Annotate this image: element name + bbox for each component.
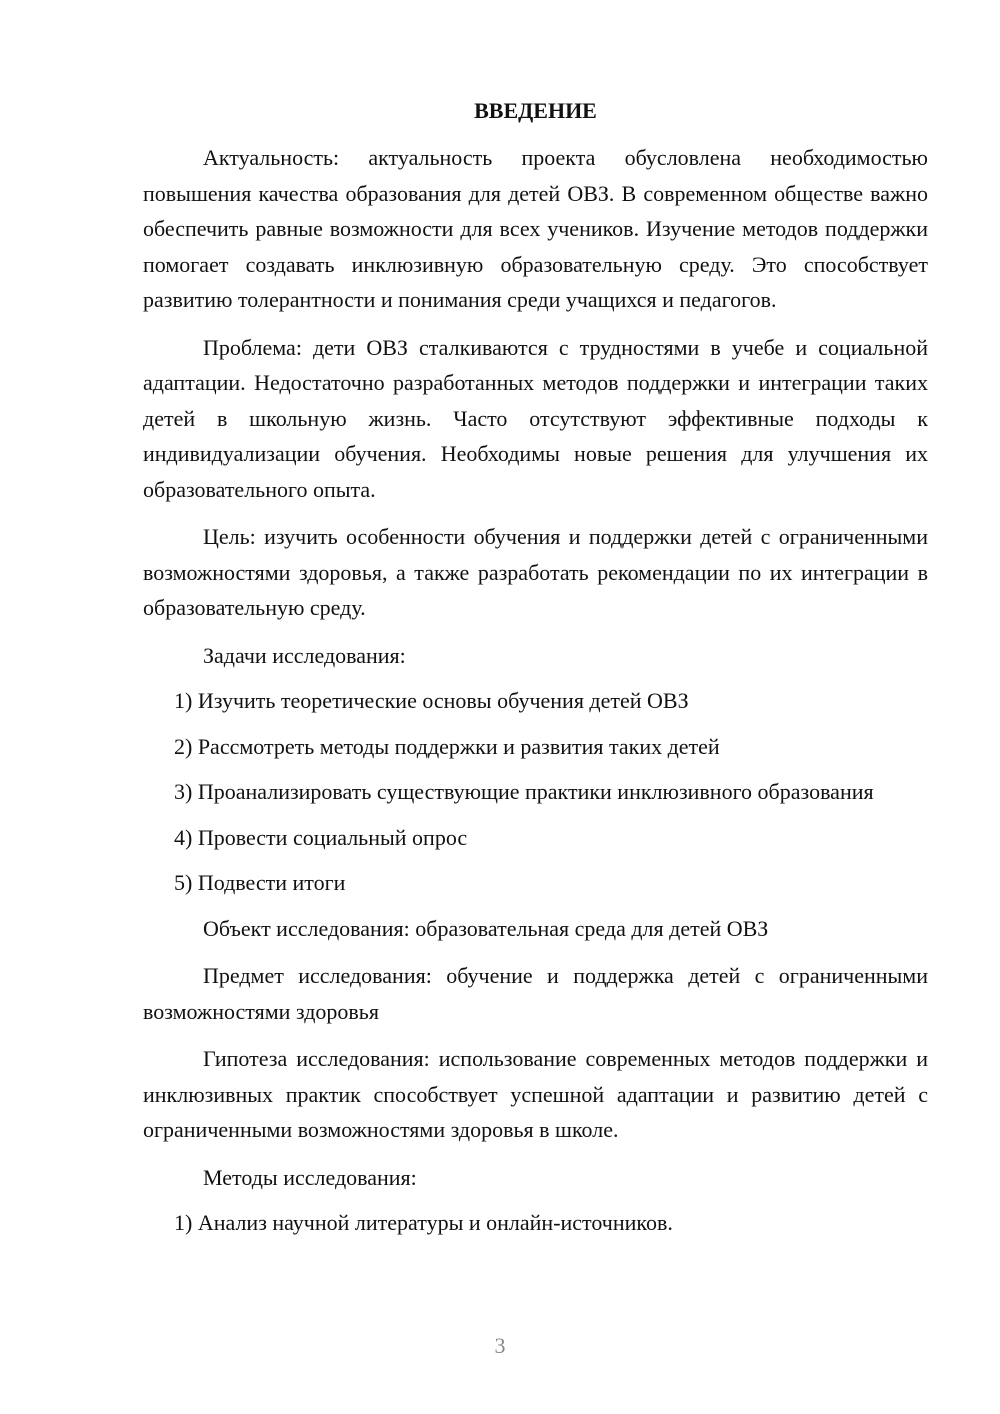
relevance-paragraph: Актуальность: актуальность проекта обусловлена необходимостью повышения качества образования для детей ОВЗ. В современном обществе важно обеспечить равные возможности для всех учеников. Изучение методов поддержки помогает создавать инклюзивную образовательную среду. Это способствует развитию толерантности и понимания среди учащихся и педагогов.	[143, 145, 928, 312]
object-paragraph: Объект исследования: образовательная среда для детей ОВЗ	[203, 915, 769, 941]
goal-paragraph: Цель: изучить особенности обучения и поддержки детей с ограниченными возможностями здоровья, а также разработать рекомендации по их интеграции в образовательную среду.	[143, 524, 928, 620]
task-item-3: 3) Проанализировать существующие практики инклюзивного образования	[174, 779, 874, 804]
problem-paragraph: Проблема: дети ОВЗ сталкиваются с трудностями в учебе и социальной адаптации. Недостаточно разработанных методов поддержки и интеграции таких детей в школьную жизнь. Часто отсутствуют эффективные подходы к индивидуализации обучения. Необходимы новые решения для улучшения их образовательного опыта.	[143, 334, 928, 502]
page-number: 3	[494, 1333, 506, 1358]
task-item-2: 2) Рассмотреть методы поддержки и развития таких детей	[174, 733, 720, 759]
tasks-heading: Задачи исследования:	[203, 642, 406, 668]
hypothesis-paragraph: Гипотеза исследования: использование современных методов поддержки и инклюзивных практик способствует успешной адаптации и развитию детей с ограниченными возможностями здоровья в школе.	[143, 1046, 928, 1142]
task-item-5: 5) Подвести итоги	[174, 870, 346, 895]
method-item-1: 1) Анализ научной литературы и онлайн-источников.	[174, 1210, 673, 1235]
task-item-1: 1) Изучить теоретические основы обучения детей ОВЗ	[174, 688, 689, 713]
page-content	[143, 93, 928, 1251]
task-item-4: 4) Провести социальный опрос	[174, 824, 468, 850]
section-title: ВВЕДЕНИЕ	[474, 98, 597, 123]
methods-heading: Методы исследования:	[203, 1164, 417, 1190]
subject-paragraph: Предмет исследования: обучение и поддержка детей с ограниченными возможностями здоровья	[143, 963, 928, 1024]
